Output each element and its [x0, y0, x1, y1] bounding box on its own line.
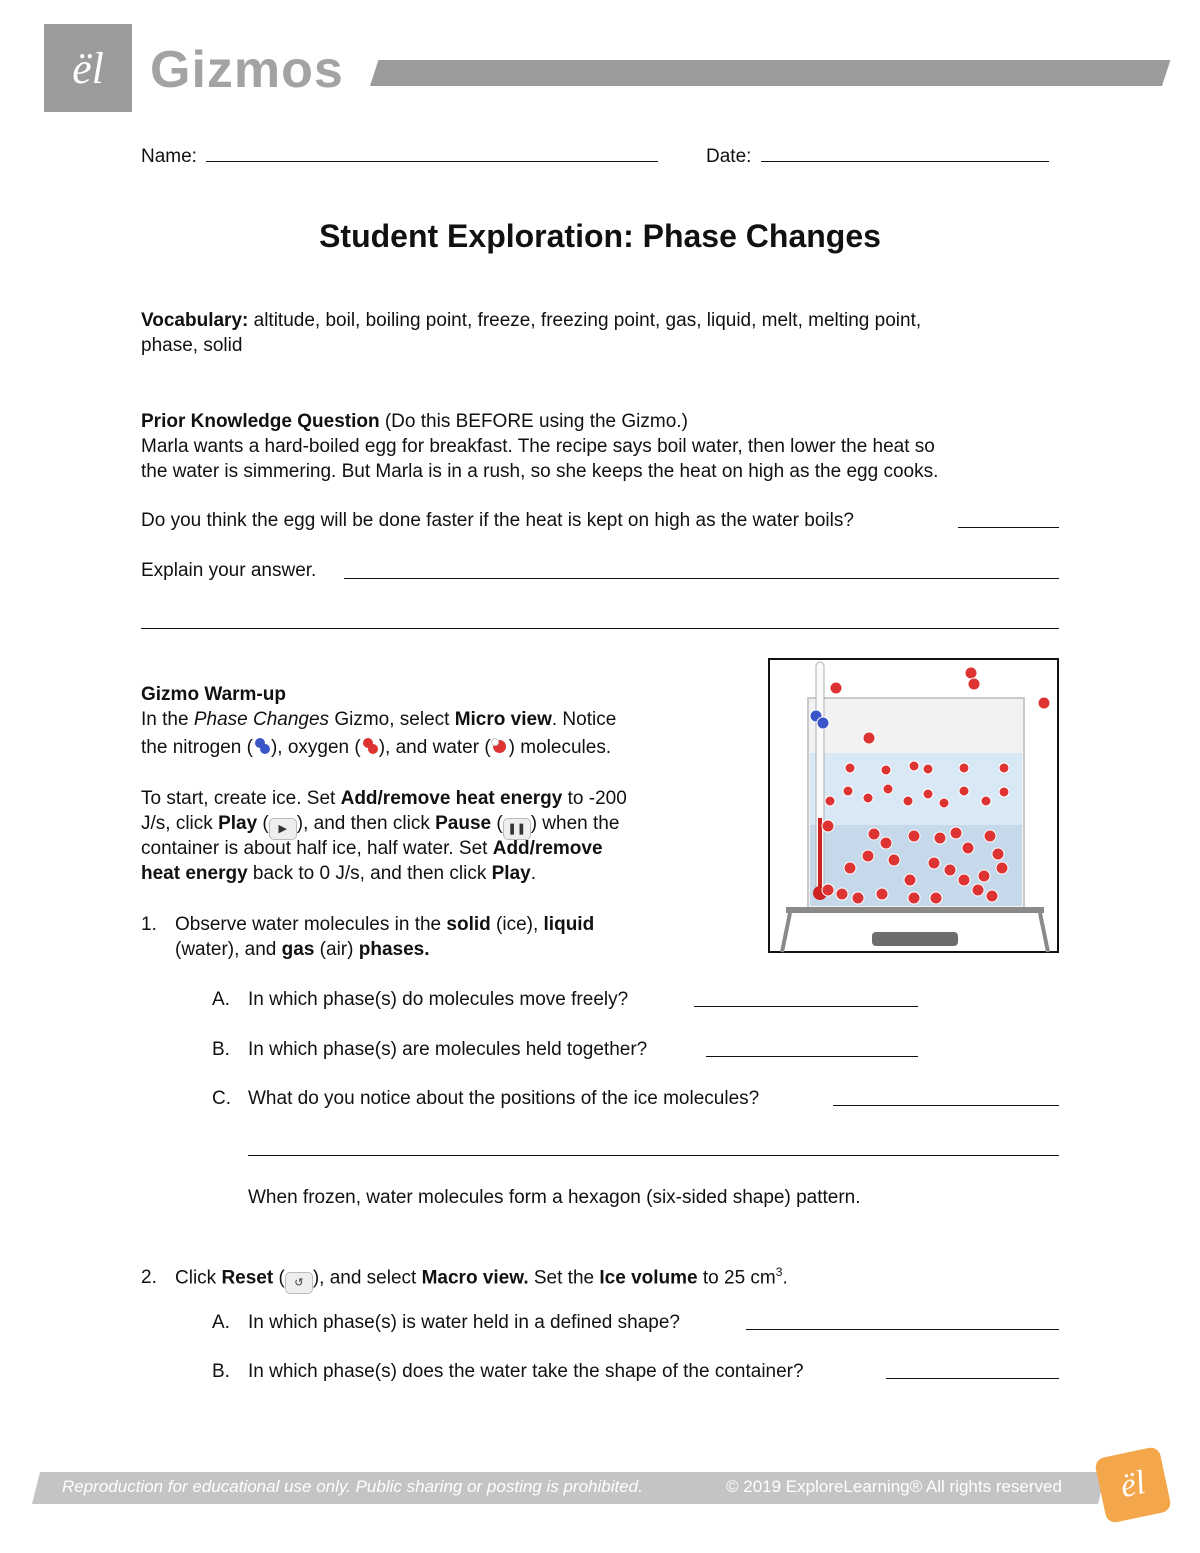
question-2b-answer-blank[interactable] [886, 1378, 1059, 1379]
footer-copyright: © 2019 ExploreLearning® All rights reserved [726, 1477, 1062, 1496]
footer-notice: Reproduction for educational use only. Public sharing or posting is prohibited. [62, 1477, 643, 1496]
date-field[interactable] [761, 143, 1049, 162]
warmup-heading-text: Gizmo Warm-up [141, 684, 286, 705]
question-1c: C. What do you notice about the positions of the ice molecules? [212, 1088, 760, 1109]
question-1c-answer-line-2[interactable] [248, 1155, 1059, 1156]
vocabulary-line-1 [141, 308, 921, 333]
question-1-line-1: 1. Observe water molecules in the solid (ice), liquid [141, 914, 595, 935]
page-title: Student Exploration: Phase Changes [319, 218, 881, 254]
play-icon: ▶ [269, 818, 297, 840]
prior-question [141, 508, 854, 533]
name-field[interactable] [206, 143, 658, 162]
question-1c-answer-line-1[interactable] [833, 1105, 1059, 1106]
prior-answer-blank[interactable] [958, 527, 1059, 528]
vocabulary-label: Vocabulary: [141, 310, 249, 331]
prior-heading-text: Prior Knowledge Question [141, 411, 380, 432]
gizmo-name: Phase Changes [193, 709, 330, 730]
hexagon-note: When frozen, water molecules form a hexagon (six-sided shape) pattern. [248, 1187, 861, 1208]
reset-icon: ↺ [285, 1272, 313, 1294]
explain-answer-line-2[interactable] [141, 628, 1059, 629]
prior-heading-note: (Do this BEFORE using the Gizmo.) [379, 411, 688, 432]
header-bar [370, 60, 1170, 86]
gizmos-logo-mark: ël [44, 24, 132, 112]
oxygen-molecule-icon [361, 736, 379, 756]
prior-heading [141, 409, 688, 434]
question-1-line-2: (water), and gas (air) phases. [175, 939, 430, 960]
vocabulary-line-2: phase, solid [141, 335, 243, 356]
nitrogen-molecule-icon [253, 736, 271, 756]
question-1b: B. In which phase(s) are molecules held together? [212, 1039, 648, 1060]
gizmos-brand-name: Gizmos [150, 41, 344, 99]
warmup-line-1: In the Phase Changes Gizmo, select Micro view. Notice [141, 709, 617, 730]
water-molecule-icon [491, 736, 509, 756]
question-1a: A. In which phase(s) do molecules move freely? [212, 989, 629, 1010]
warmup-para2-line-3: container is about half ice, half water. Set Add/remove [141, 838, 603, 859]
date-row [706, 143, 1049, 169]
warmup-line-2: the nitrogen ( ), oxygen ( ), and water ( ) molecules. [141, 737, 612, 758]
question-2a-answer-blank[interactable] [746, 1329, 1059, 1330]
warmup-para2-line-1: To start, create ice. Set Add/remove heat energy to -200 [141, 788, 627, 809]
prior-question-text: Do you think the egg will be done faster if the heat is kept on high as the water boils? [141, 510, 854, 531]
question-2a: A. In which phase(s) is water held in a defined shape? [212, 1312, 680, 1333]
question-1a-answer-blank[interactable] [694, 1006, 918, 1007]
vocabulary-text: altitude, boil, boiling point, freeze, freezing point, gas, liquid, melt, melting point, [248, 310, 922, 331]
question-2-line-1: 2. Click Reset ( ↺ ), and select Macro view. Set the Ice volume to 25 $cm^3$. [141, 1260, 788, 1294]
warmup-para2-line-2: J/s, click Play ( ▶ ), and then click Pause ( ❚❚ ) when the [141, 811, 619, 840]
pause-icon: ❚❚ [503, 818, 531, 840]
question-number: 1. [141, 914, 157, 935]
prior-paragraph-line-1: Marla wants a hard-boiled egg for breakfast. The recipe says boil water, then lower the heat so [141, 436, 935, 457]
explain-answer-line-1[interactable] [344, 578, 1059, 579]
warmup-para2-line-4: heat energy back to 0 J/s, and then click Play. [141, 863, 536, 884]
prior-paragraph-line-2: the water is simmering. But Marla is in a rush, so she keeps the heat on high as the egg cooks. [141, 461, 939, 482]
name-row [141, 143, 658, 169]
explain-label: Explain your answer. [141, 560, 317, 581]
date-label: Date: [706, 146, 752, 167]
question-2b: B. In which phase(s) does the water take the shape of the container? [212, 1361, 804, 1382]
phase-changes-simulation-image [768, 658, 1059, 953]
name-label: Name: [141, 146, 197, 167]
warmup-heading [141, 682, 286, 707]
explorelearning-logo: ël [1094, 1446, 1172, 1524]
question-1b-answer-blank[interactable] [706, 1056, 918, 1057]
